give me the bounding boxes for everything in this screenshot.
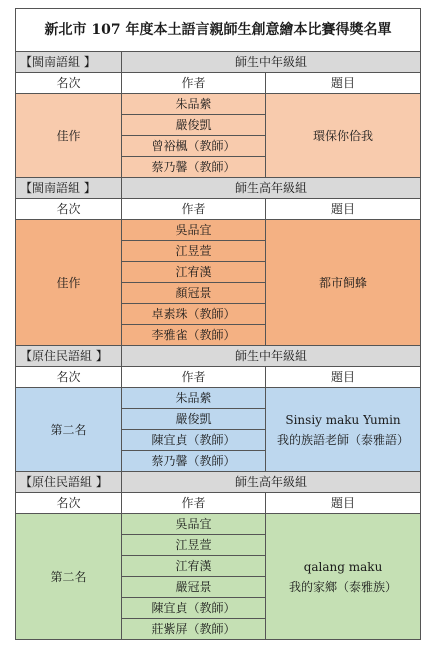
section-minnan-middle xyxy=(16,52,421,178)
author-cell: 朱品縈 xyxy=(122,388,266,409)
topic-cell xyxy=(266,388,421,472)
rank-header: 名次 xyxy=(16,367,122,388)
section-minnan-upper xyxy=(16,178,421,346)
award-table xyxy=(15,8,421,640)
rank-cell: 佳作 xyxy=(16,220,122,346)
author-cell: 江宥漢 xyxy=(122,262,266,283)
author-cell: 江宥漢 xyxy=(122,556,266,577)
author-cell: 嚴俊凱 xyxy=(122,409,266,430)
rank-header: 名次 xyxy=(16,73,122,94)
author-header: 作者 xyxy=(122,367,266,388)
author-cell: 江昱萱 xyxy=(122,535,266,556)
author-cell: 江昱萱 xyxy=(122,241,266,262)
author-cell: 顏冠景 xyxy=(122,283,266,304)
author-cell: 李雅雀（教師） xyxy=(122,325,266,346)
author-cell: 陳宜貞（教師） xyxy=(122,430,266,451)
topic-line: qalang maku xyxy=(303,559,383,574)
topic-line: Sinsiy maku Yumin xyxy=(285,412,401,427)
author-cell: 嚴冠景 xyxy=(122,577,266,598)
author-header: 作者 xyxy=(122,493,266,514)
rank-header: 名次 xyxy=(16,199,122,220)
document-title: 新北市 107 年度本土語言親師生創意繪本比賽得獎名單 xyxy=(16,9,421,52)
topic-cell xyxy=(266,220,421,346)
level-label: 師生高年級組 xyxy=(122,178,421,199)
level-label: 師生高年級組 xyxy=(122,472,421,493)
topic-line: 我的家鄉（泰雅族） xyxy=(289,579,398,594)
rank-cell: 第二名 xyxy=(16,388,122,472)
topic-header: 題目 xyxy=(266,493,421,514)
topic-cell xyxy=(266,514,421,640)
topic-cell xyxy=(266,94,421,178)
author-cell: 曾裕楓（教師） xyxy=(122,136,266,157)
group-label: 【閩南語組 】 xyxy=(16,178,122,199)
topic-line: 環保你佮我 xyxy=(313,128,374,143)
topic-header: 題目 xyxy=(266,199,421,220)
level-label: 師生中年級組 xyxy=(122,52,421,73)
author-cell: 莊紫屏（教師） xyxy=(122,619,266,640)
rank-header: 名次 xyxy=(16,493,122,514)
author-cell: 卓素珠（教師） xyxy=(122,304,266,325)
author-header: 作者 xyxy=(122,199,266,220)
author-cell: 吳品宜 xyxy=(122,514,266,535)
topic-line: 都市飼蜂 xyxy=(319,275,368,290)
author-cell: 陳宜貞（教師） xyxy=(122,598,266,619)
author-header: 作者 xyxy=(122,73,266,94)
section-indigenous-middle xyxy=(16,346,421,472)
level-label: 師生中年級組 xyxy=(122,346,421,367)
group-label: 【原住民語組 】 xyxy=(16,346,122,367)
topic-line: 我的族語老師（泰雅語） xyxy=(277,432,410,447)
group-label: 【閩南語組 】 xyxy=(16,52,122,73)
author-cell: 蔡乃馨（教師） xyxy=(122,451,266,472)
author-cell: 蔡乃馨（教師） xyxy=(122,157,266,178)
rank-cell: 佳作 xyxy=(16,94,122,178)
author-cell: 嚴俊凱 xyxy=(122,115,266,136)
rank-cell: 第二名 xyxy=(16,514,122,640)
author-cell: 朱品縈 xyxy=(122,94,266,115)
topic-header: 題目 xyxy=(266,367,421,388)
topic-header: 題目 xyxy=(266,73,421,94)
author-cell: 吳品宜 xyxy=(122,220,266,241)
section-indigenous-upper xyxy=(16,472,421,640)
award-list-document xyxy=(15,8,420,640)
group-label: 【原住民語組 】 xyxy=(16,472,122,493)
